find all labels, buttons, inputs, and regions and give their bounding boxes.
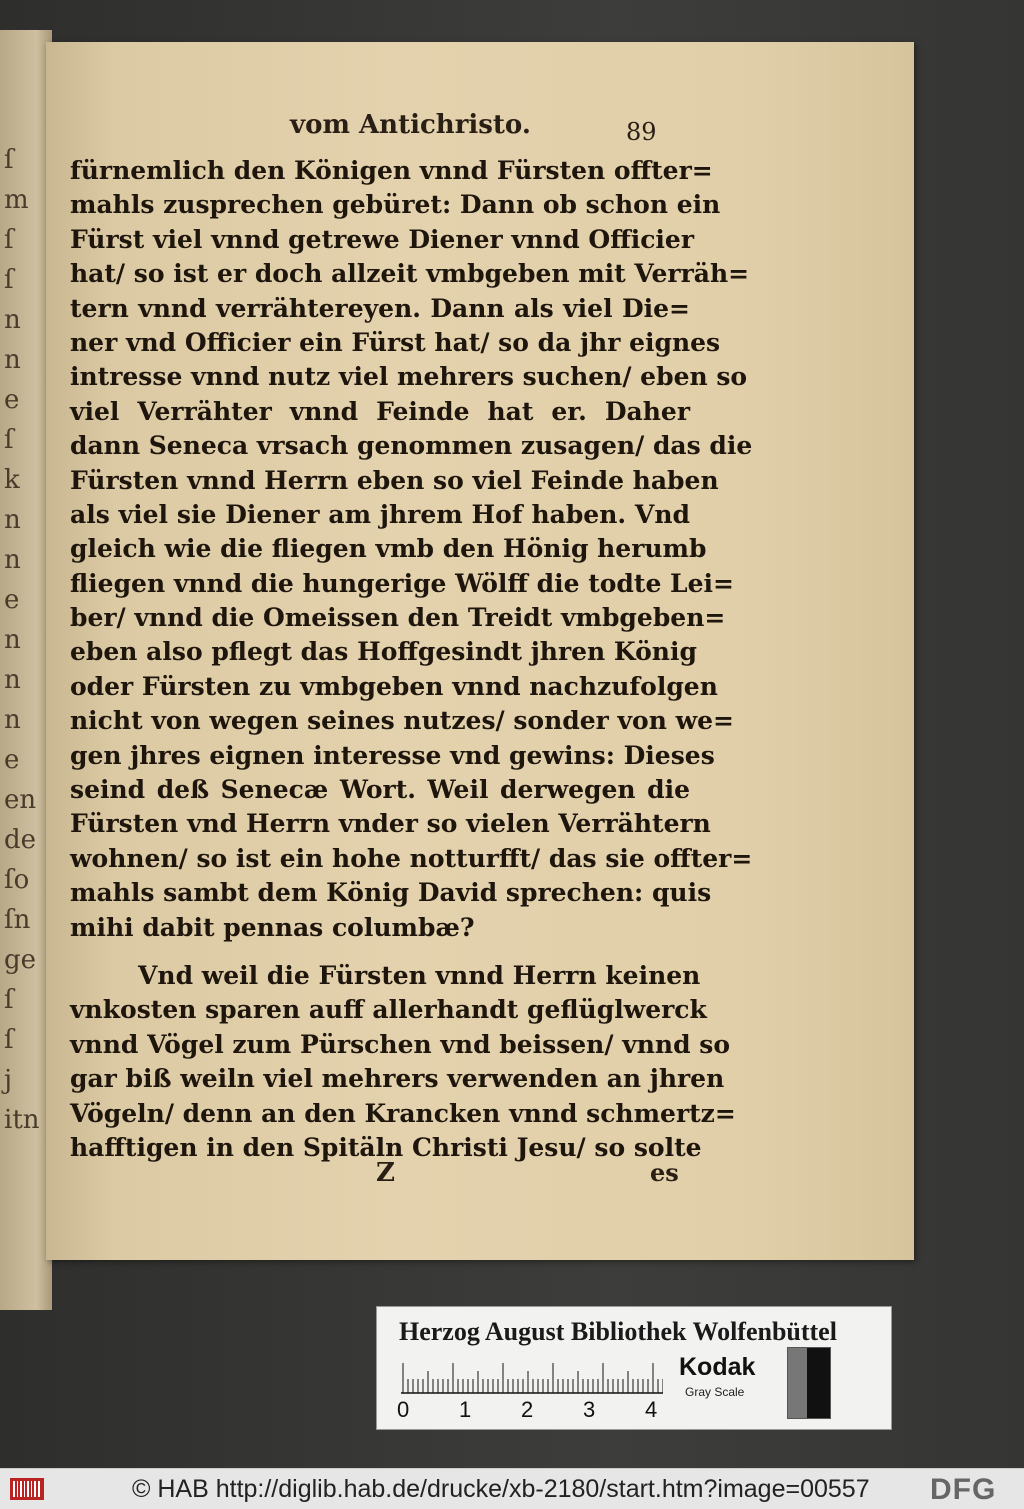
text-line: gar biß weiln viel mehrers verwenden an jhren <box>70 1064 725 1094</box>
paragraph-2 <box>70 959 736 1165</box>
text-line: als viel sie Diener am jhrem Hof haben. Vnd <box>70 499 690 529</box>
text-line: Fürsten vnd Herrn vnder so vielen Verrähtern <box>70 809 711 839</box>
previous-page-edge <box>0 30 52 1310</box>
text-line: ner vnd Officier ein Fürst hat/ so da jhr eignes <box>70 327 721 357</box>
signature-mark: Z <box>376 1158 395 1188</box>
footer-bar <box>0 1468 1024 1509</box>
running-head: vom Antichristo. <box>290 110 531 140</box>
text-line: mahls sambt dem König David sprechen: quis <box>70 878 712 908</box>
text-line: Vnd weil die Fürsten vnnd Herrn keinen <box>138 960 701 990</box>
color-calibration-strip <box>376 1306 892 1430</box>
text-line: eben also pflegt das Hoffgesindt jhren König <box>70 637 697 667</box>
text-line: nicht von wegen seines nutzes/ sonder von we= <box>70 706 734 736</box>
book-page <box>46 42 914 1260</box>
text-line: mihi dabit pennas columbæ? <box>70 912 475 942</box>
text-line: ber/ vnnd die Omeissen den Treidt vmbgeben= <box>70 603 726 633</box>
ruler-number: 0 <box>397 1397 410 1422</box>
text-line: tern vnnd verrähtereyen. Dann als viel Die= <box>70 293 690 323</box>
text-line: hafftigen in den Spitäln Christi Jesu/ so solte <box>70 1132 702 1162</box>
barcode-icon <box>10 1478 44 1500</box>
catchword: es <box>650 1158 679 1187</box>
text-line: fliegen vnnd die hungerige Wölff die todte Lei= <box>70 568 734 598</box>
dfg-logo: DFG <box>930 1473 997 1506</box>
ruler-number: 3 <box>583 1397 596 1422</box>
text-line: hat/ so ist er doch allzeit vmbgeben mit Verräh= <box>70 259 750 289</box>
text-line: mahls zusprechen gebüret: Dann ob schon ein <box>70 190 721 220</box>
text-line: Fürsten vnnd Herrn eben so viel Feinde haben <box>70 465 719 495</box>
ruler-scale <box>401 1359 663 1395</box>
text-line: vnnd Vögel zum Pürschen vnd beissen/ vnnd so <box>70 1029 731 1059</box>
text-line: Vögeln/ denn an den Krancken vnnd schmertz= <box>70 1098 736 1128</box>
ruler-number: 4 <box>645 1397 658 1422</box>
ruler-number: 2 <box>521 1397 534 1422</box>
gray-scale-label: Gray Scale <box>685 1385 745 1399</box>
page-body <box>70 154 753 1165</box>
text-line: Fürst viel vnnd getrewe Diener vnnd Officier <box>70 224 695 254</box>
text-line: wohnen/ so ist ein hohe notturfft/ das sie offter= <box>70 843 753 873</box>
source-url[interactable]: © HAB http://diglib.hab.de/drucke/xb-2180/start.htm?image=00557 <box>132 1475 870 1503</box>
text-line: intresse vnnd nutz viel mehrers suchen/ eben so <box>70 362 748 392</box>
page-number: 89 <box>626 118 657 146</box>
library-name: Herzog August Bibliothek Wolfenbüttel <box>399 1317 837 1346</box>
text-line: oder Fürsten zu vmbgeben vnnd nachzufolgen <box>70 671 718 701</box>
text-line: viel Verrähter vnnd Feinde hat er. Daher <box>70 396 690 426</box>
text-line: gleich wie die fliegen vmb den Hönig herumb <box>70 534 707 564</box>
previous-page-ghost-text: ſ m ſ ſ n n e ſ k n n e n n n e en de ſo ſn ge ſ ſ j itn <box>4 145 40 1135</box>
paragraph-1 <box>70 154 753 945</box>
kodak-brand: Kodak <box>679 1353 756 1381</box>
text-line: seind deß Senecæ Wort. Weil derwegen die <box>70 775 690 805</box>
text-line: fürnemlich den Königen vnnd Fürsten offter= <box>70 156 713 185</box>
text-line: gen jhres eignen interesse vnd gewins: Dieses <box>70 740 715 770</box>
text-line: vnkosten sparen auff allerhandt geflüglwerck <box>70 995 707 1025</box>
text-line: dann Seneca vrsach genommen zusagen/ das die <box>70 431 753 461</box>
ruler-number: 1 <box>459 1397 472 1422</box>
gray-patch <box>787 1347 831 1419</box>
